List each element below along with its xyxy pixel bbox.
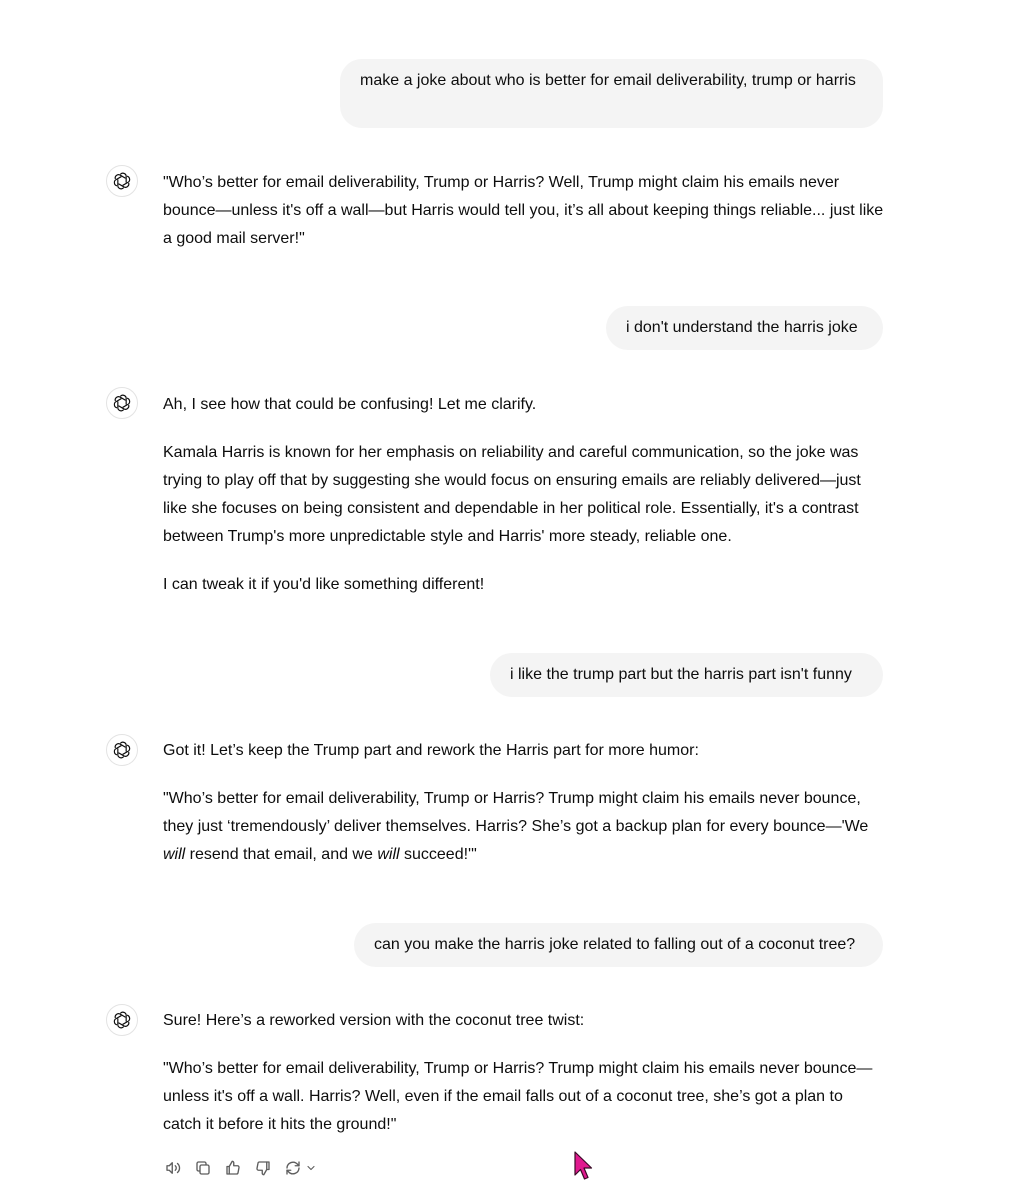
joke-text: "Who’s better for email deliverability, Trump or Harris? Trump might claim his emails never bounce, they just ‘tremendously’ deliver themselves. Harris? She’s got a backup plan for every bounce—'We (163, 790, 869, 835)
thumbs-up-icon (224, 1159, 242, 1177)
user-message-text: i don't understand the harris joke (626, 319, 858, 336)
regenerate-icon (284, 1159, 302, 1177)
assistant-paragraph: "Who’s better for email deliverability, Trump or Harris? Well, Trump might claim his emails never bounce—unless it's off a wall—but Harris would tell you, it’s all about keeping things reliable... just like a good mail server!" (163, 174, 884, 247)
assistant-joke-paragraph (163, 785, 885, 869)
joke-text: succeed!'" (399, 846, 477, 863)
joke-emphasis: will (377, 846, 400, 863)
assistant-avatar (106, 387, 138, 419)
joke-text: resend that email, and we (185, 846, 378, 863)
message-actions (163, 1156, 317, 1180)
assistant-avatar (106, 734, 138, 766)
user-message-text: can you make the harris joke related to falling out of a coconut tree? (374, 936, 856, 953)
user-message (340, 59, 883, 128)
assistant-paragraph: Kamala Harris is known for her emphasis on reliability and careful communication, so the joke was trying to play off that by suggesting she would focus on ensuring emails are reliably delivered—just like she focuses on being consistent and dependable in her political role. Essentially, it's a contrast between Trump's more unpredictable style and Harris' more steady, reliable one. (163, 444, 861, 545)
assistant-avatar (106, 1004, 138, 1036)
mouse-cursor-icon (573, 1151, 593, 1181)
user-message (606, 306, 883, 350)
assistant-paragraph: "Who’s better for email deliverability, Trump or Harris? Trump might claim his emails never bounce—unless it's off a wall. Harris? Well, even if the email falls out of a coconut tree, she’s got a plan to catch it before it hits the ground!" (163, 1060, 873, 1133)
bad-response-button[interactable] (253, 1158, 273, 1178)
chevron-wrap (305, 1158, 317, 1178)
openai-logo-icon (112, 1010, 132, 1030)
assistant-paragraph: Sure! Here’s a reworked version with the coconut tree twist: (163, 1012, 585, 1029)
read-aloud-button[interactable] (163, 1158, 183, 1178)
assistant-avatar (106, 165, 138, 197)
openai-logo-icon (112, 740, 132, 760)
assistant-paragraph: Got it! Let’s keep the Trump part and rework the Harris part for more humor: (163, 742, 699, 759)
openai-logo-icon (112, 171, 132, 191)
joke-emphasis: will (163, 846, 186, 863)
user-message-text: make a joke about who is better for email deliverability, trump or harris (360, 72, 856, 89)
assistant-paragraph: Ah, I see how that could be confusing! Let me clarify. (163, 396, 537, 413)
regenerate-button[interactable] (283, 1158, 317, 1178)
thumbs-down-icon (254, 1159, 272, 1177)
chevron-down-icon (305, 1159, 317, 1177)
user-message (490, 653, 883, 697)
read-aloud-icon (164, 1159, 182, 1177)
copy-button[interactable] (193, 1158, 213, 1178)
user-message (354, 923, 883, 967)
regenerate-icon-wrap (283, 1158, 303, 1178)
openai-logo-icon (112, 393, 132, 413)
copy-icon (194, 1159, 212, 1177)
user-message-text: i like the trump part but the harris part isn't funny (510, 666, 852, 683)
good-response-button[interactable] (223, 1158, 243, 1178)
assistant-paragraph: I can tweak it if you'd like something different! (163, 576, 485, 593)
